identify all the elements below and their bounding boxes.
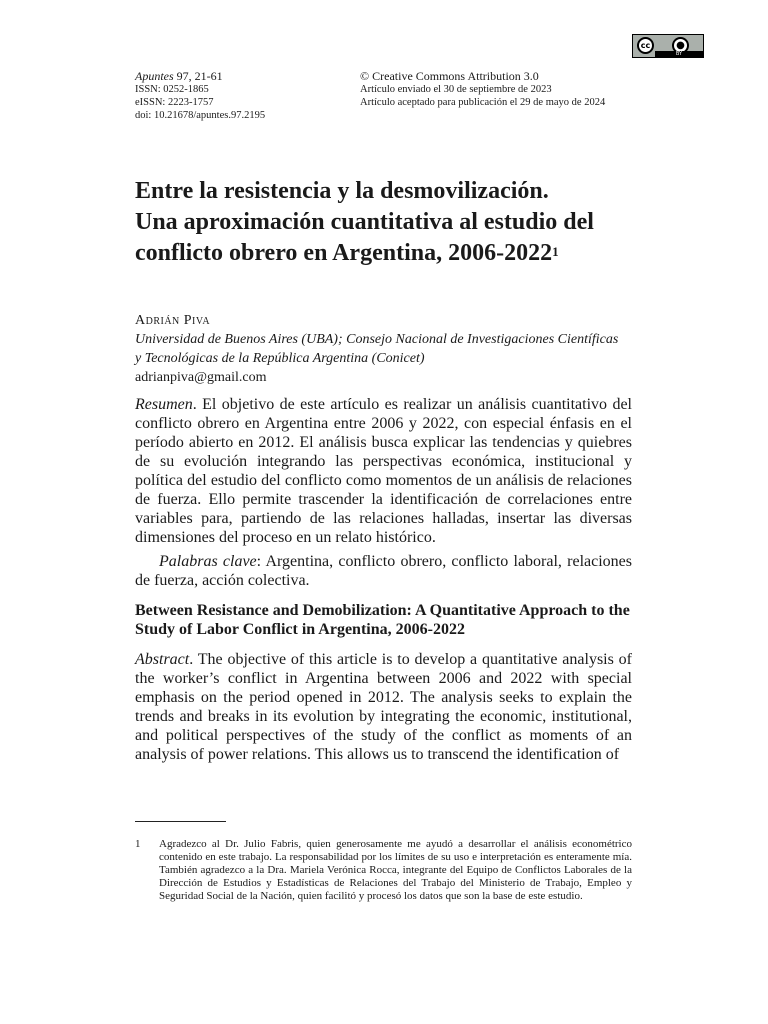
footnote-text: Agradezco al Dr. Julio Fabris, quien generosamente me ayudó a desarrollar el análisis econométrico contenido en este trabajo. La responsabilidad por los límites de su uso e interpretación es enteramente mía. También agradezco a la Dra. Mariela Verónica Rocca, integrante del Equipo de Conflictos Laborales de la Dirección de Estudios y Estadísticas de Relaciones del Trabajo del Ministerio de Trabajo, Empleo y Seguridad Social de la Nación, quien facilitó y procesó los datos que son la base de este estudio.: [159, 838, 632, 902]
by-label: BY: [655, 51, 703, 57]
author-name: Adrián Piva: [135, 313, 211, 328]
issn: ISSN: 0252-1865: [135, 84, 209, 95]
resumen-text: . El objetivo de este artículo es realizar un análisis cuantitativo del conflicto obrero en Argentina entre 2006 y 2022, con especial énfasis en el período abierto en 2012. El análisis busca explicar las tendencias y quiebres de su evolución integrando las perspectivas económica, institucional y política del estudio del conflicto como momentos de un análisis de relaciones de fuerza. Ello permite trascender la identificación de correlaciones entre variables para, partiendo de las relaciones halladas, insertar las diversas dimensiones del proceso en un relato histórico.: [135, 396, 632, 546]
creative-commons-icon: cc: [637, 37, 654, 54]
keywords-label: Palabras clave: [159, 553, 257, 570]
doi: doi: 10.21678/apuntes.97.2195: [135, 110, 266, 121]
affiliation-line-2: y Tecnológicas de la República Argentina (Conicet): [135, 351, 425, 366]
affiliation-line-1: Universidad de Buenos Aires (UBA); Consejo Nacional de Investigaciones Científicas: [135, 332, 619, 347]
footnote: [135, 838, 632, 903]
keywords-paragraph: [135, 552, 632, 590]
abstract-text: . The objective of this article is to develop a quantitative analysis of the worker’s conflict in Argentina between 2006 and 2022 with special emphasis on the period opened in 2012. The analysis seeks to explain the trends and breaks in its evolution by integrating the economic, institutional, and political perspectives of the study of the conflict as moments of an analysis of power relations. This allows us to transcend the identification of: [135, 651, 632, 763]
keywords-text: : Argentina, conflicto obrero, conflicto laboral, relaciones de fuerza, acción colectiva.: [135, 553, 633, 589]
cc-by-license-badge: [632, 34, 704, 58]
footnote-separator: [135, 821, 226, 822]
journal-name: Apuntes: [135, 69, 174, 83]
title-line-3: conflicto obrero en Argentina, 2006-2022: [135, 240, 553, 266]
title-footnote-mark: 1: [552, 244, 559, 259]
article-title: [135, 176, 635, 269]
journal-metadata: [135, 70, 265, 122]
title-line-2: Una aproximación cuantitativa al estudio del: [135, 209, 594, 235]
date-accepted: Artículo aceptado para publicación el 29 de mayo de 2024: [360, 97, 606, 108]
volume-pages: 97, 21-61: [173, 69, 223, 83]
journal-citation: [135, 70, 265, 83]
author-block: [135, 311, 635, 387]
english-title: Between Resistance and Demobilization: A Quantitative Approach to the Study of Labor Conflict in Argentina, 2006-2022: [135, 602, 630, 638]
author-email[interactable]: adrianpiva@gmail.com: [135, 370, 267, 385]
abstract-label: Abstract: [135, 651, 190, 668]
article-dates: [360, 70, 605, 109]
attribution-person-icon: ●: [672, 37, 689, 54]
date-sent: Artículo enviado el 30 de septiembre de 2023: [360, 84, 552, 95]
footnote-number: 1: [135, 838, 141, 850]
resumen-label: Resumen: [135, 396, 193, 413]
resumen-paragraph: [135, 395, 632, 547]
eissn: eISSN: 2223-1757: [135, 97, 214, 108]
title-line-1: Entre la resistencia y la desmovilización.: [135, 178, 549, 204]
license-text: © Creative Commons Attribution 3.0: [360, 69, 539, 83]
abstract-paragraph: [135, 650, 632, 764]
